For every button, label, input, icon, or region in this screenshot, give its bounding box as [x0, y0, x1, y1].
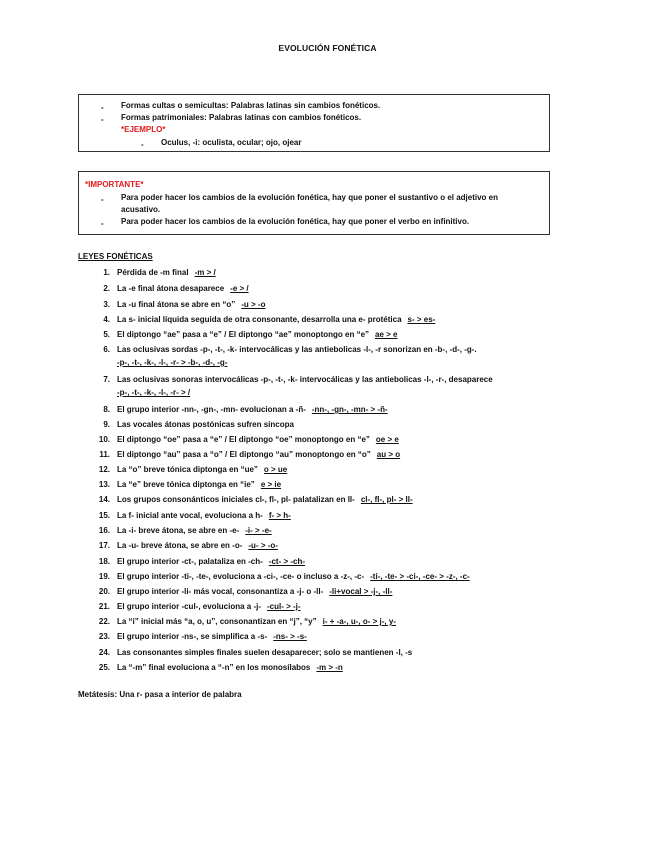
law-rule: -p-, -t-, -k-, -l-, -r- > -b-, -d-, -g-	[117, 358, 228, 367]
law-rule: -li+vocal > -j-, -ll-	[329, 587, 393, 596]
important-item-1-cont: acusativo.	[121, 205, 161, 214]
law-rule: -u- > -o-	[248, 541, 278, 550]
law-rule: o > ue	[263, 465, 288, 474]
law-description: La “o” breve tónica diptonga en “ue”	[117, 465, 258, 474]
law-description: Pérdida de -m final	[117, 268, 189, 277]
law-item	[78, 405, 558, 415]
forms-patrimoniales-item: Formas patrimoniales: Palabras latinas con cambios fonéticos.	[121, 113, 362, 122]
law-description: La “i” inicial más “a, o, u”, consonantizan en “j”, “y”	[117, 617, 317, 626]
law-number: 12.	[98, 465, 110, 474]
law-description: El diptongo “ae” pasa a “e” / El diptongo “ae” monoptongo en “e”	[117, 330, 370, 339]
law-description: La -e final átona desaparece	[117, 284, 225, 293]
law-description: La -u final átona se abre en “o”	[117, 300, 236, 309]
law-item	[78, 315, 558, 325]
law-description: El grupo interior -nn-, -gn-, -mn- evolucionan a -ñ-	[117, 405, 306, 414]
law-number: 24.	[98, 648, 110, 657]
leyes-heading: LEYES FONÉTICAS	[78, 252, 153, 261]
law-item	[78, 330, 558, 340]
law-text	[117, 648, 412, 658]
law-rule: f- > h-	[268, 511, 291, 520]
law-text	[117, 315, 435, 325]
law-number: 1.	[103, 268, 110, 277]
law-rule: -ns- > -s-	[273, 632, 307, 641]
law-number: 18.	[98, 557, 110, 566]
law-number: 17.	[98, 541, 110, 550]
law-text	[117, 495, 413, 505]
law-rule: -ti-, -te- > -ci-, -ce- > -z-, -c-	[370, 572, 470, 581]
law-description: La -u- breve átona, se abre en -o-	[117, 541, 243, 550]
law-text	[117, 526, 272, 536]
bullet-dash: -	[101, 115, 104, 124]
law-description: El diptongo “oe” pasa a “e” / El diptongo “oe” monoptongo en “e”	[117, 435, 370, 444]
forms-box	[78, 94, 550, 152]
law-text	[117, 511, 291, 521]
law-item	[78, 648, 558, 658]
law-rule: au > o	[376, 450, 401, 459]
law-number: 5.	[103, 330, 110, 339]
example-label: *EJEMPLO*	[121, 125, 166, 134]
law-item	[78, 435, 558, 445]
law-text	[117, 405, 388, 415]
law-text	[117, 268, 216, 278]
law-number: 9.	[103, 420, 110, 429]
law-description: El grupo interior -ns-, se simplifica a -s-	[117, 632, 268, 641]
forms-cultas-item: Formas cultas o semicultas: Palabras latinas sin cambios fonéticos.	[121, 101, 381, 110]
law-item	[78, 300, 558, 310]
law-description: Las vocales átonas postónicas sufren síncopa	[117, 420, 294, 429]
law-text	[117, 330, 397, 340]
law-description: Las oclusivas sonoras intervocálicas -p-, -t-, -k- intervocálicas y las antiebolicas -l-, -r-, desaparece	[117, 375, 493, 384]
law-rule: cl-, fl-, pl- > ll-	[360, 495, 413, 504]
law-description: La “-m” final evoluciona a “-n” en los monosílabos	[117, 663, 311, 672]
law-rule: s- > es-	[407, 315, 436, 324]
law-number: 21.	[98, 602, 110, 611]
law-item	[78, 480, 558, 490]
law-rule: ae > e	[375, 330, 398, 339]
law-rule: -i- > -e-	[245, 526, 272, 535]
law-text	[117, 375, 493, 385]
law-item	[78, 465, 558, 475]
law-rule: e > ie	[260, 480, 282, 489]
law-text	[117, 480, 281, 490]
metatesis-note: Metátesis: Una r- pasa a interior de palabra	[78, 690, 242, 699]
law-item	[78, 541, 558, 551]
law-text	[117, 300, 265, 310]
law-number: 2.	[103, 284, 110, 293]
law-number: 14.	[98, 495, 110, 504]
law-number: 4.	[103, 315, 110, 324]
law-number: 15.	[98, 511, 110, 520]
bullet-dash: -	[101, 195, 104, 204]
bullet-dash: -	[101, 103, 104, 112]
law-rule: i- + -a-, u-, o- > j-, y-	[322, 617, 396, 626]
law-item	[78, 526, 558, 536]
law-item	[78, 345, 558, 355]
law-number: 7.	[103, 375, 110, 384]
law-number: 20.	[98, 587, 110, 596]
law-rule: -p-, -t-, -k-, -l-, -r- > /	[117, 388, 191, 397]
law-rule: -m > /	[194, 268, 216, 277]
law-rule: -m > -n	[316, 663, 343, 672]
important-label: *IMPORTANTE*	[85, 180, 144, 189]
law-description: El grupo interior -cul-, evoluciona a -j-	[117, 602, 262, 611]
law-text	[117, 663, 343, 673]
law-description: El grupo interior -ti-, -te-, evoluciona a -ci-, -ce- o incluso a -z-, -c-	[117, 572, 365, 581]
law-description: La s- inicial líquida seguida de otra consonante, desarrolla una e- protética	[117, 315, 402, 324]
law-description: Las consonantes simples finales suelen desaparecer; solo se mantienen -l, -s	[117, 648, 413, 657]
law-number: 19.	[98, 572, 110, 581]
law-number: 25.	[98, 663, 110, 672]
law-item	[78, 450, 558, 460]
law-rule: -e > /	[230, 284, 249, 293]
bullet-dash: -	[141, 140, 144, 149]
law-text	[117, 435, 399, 445]
law-number: 6.	[103, 345, 110, 354]
law-text	[117, 617, 396, 627]
law-text	[117, 541, 278, 551]
law-number: 11.	[99, 450, 110, 459]
law-item	[78, 557, 558, 567]
law-item	[78, 572, 558, 582]
law-item	[78, 632, 558, 642]
law-number: 8.	[103, 405, 110, 414]
law-number: 3.	[103, 300, 110, 309]
law-rule: oe > e	[375, 435, 399, 444]
law-item	[78, 602, 558, 612]
law-item	[78, 375, 558, 385]
bullet-dash: -	[101, 219, 104, 228]
law-description: El grupo interior -li- más vocal, consonantiza a -j- o -ll-	[117, 587, 324, 596]
law-description: El grupo interior -ct-, palataliza en -ch-	[117, 557, 263, 566]
example-text: Oculus, -i: oculista, ocular; ojo, ojear	[161, 138, 302, 147]
law-text	[117, 284, 249, 294]
law-rule: -nn-, -gn-, -mn- > -ñ-	[311, 405, 388, 414]
law-rule: -cul- > -j-	[267, 602, 301, 611]
law-item	[78, 284, 558, 294]
law-number: 23.	[98, 632, 110, 641]
law-description: Los grupos consonánticos iniciales cl-, fl-, pl- palatalizan en ll-	[117, 495, 355, 504]
law-item	[78, 663, 558, 673]
law-description: El diptongo “au” pasa a “o” / El diptongo “au” monoptongo en “o”	[117, 450, 371, 459]
important-box	[78, 171, 550, 235]
law-rule: -ct- > -ch-	[268, 557, 306, 566]
law-number: 22.	[98, 617, 110, 626]
law-item	[78, 617, 558, 627]
law-item	[78, 511, 558, 521]
law-description: Las oclusivas sordas -p-, -t-, -k- intervocálicas y las antiebolicas -l-, -r sonorizan en -b-, -d-, -g-.	[117, 345, 477, 354]
law-text	[117, 572, 470, 582]
law-text	[117, 345, 477, 355]
important-item-2: Para poder hacer los cambios de la evolución fonética, hay que poner el verbo en infinitivo.	[121, 217, 470, 226]
law-item	[78, 268, 558, 278]
law-item	[78, 420, 558, 430]
law-item	[78, 495, 558, 505]
page-title: EVOLUCIÓN FONÉTICA	[278, 43, 377, 53]
law-text	[117, 420, 294, 430]
law-text	[117, 632, 307, 642]
law-item	[78, 587, 558, 597]
law-text	[117, 602, 301, 612]
law-text	[117, 450, 400, 460]
important-item-1: Para poder hacer los cambios de la evolución fonética, hay que poner el sustantivo o el adjetivo en	[121, 193, 498, 202]
law-rule: -u > -o	[241, 300, 266, 309]
law-number: 16.	[98, 526, 110, 535]
law-description: La -i- breve átona, se abre en -e-	[117, 526, 240, 535]
law-description: La f- inicial ante vocal, evoluciona a h-	[117, 511, 263, 520]
law-text	[117, 465, 287, 475]
law-description: La “e” breve tónica diptonga en “ie”	[117, 480, 255, 489]
law-text	[117, 587, 392, 597]
law-text	[117, 557, 305, 567]
law-number: 10.	[98, 435, 110, 444]
law-number: 13.	[98, 480, 110, 489]
